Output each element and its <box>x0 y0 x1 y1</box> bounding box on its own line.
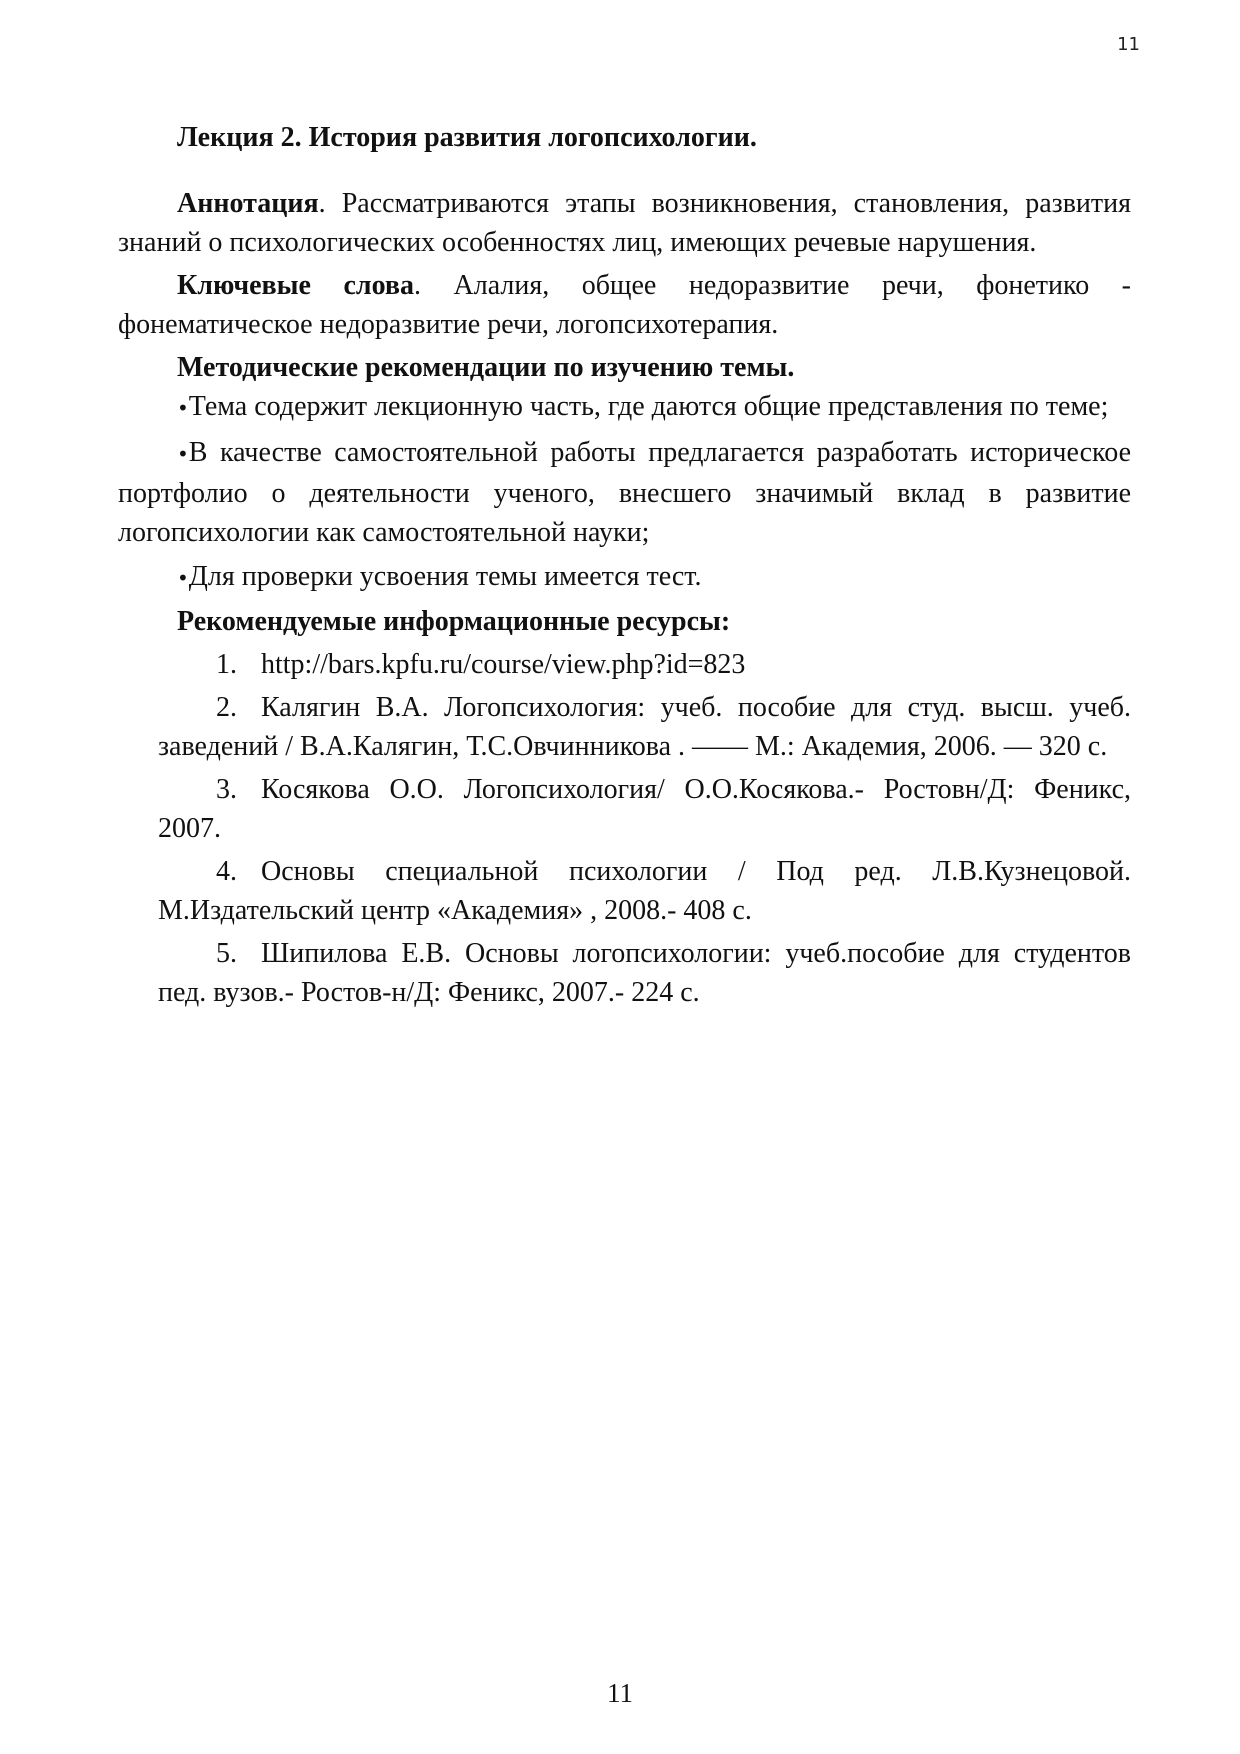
reference-text: Косякова О.О. Логопсихология/ О.О.Косякова.- Ростовн/Д: Феникс, 2007. <box>158 774 1131 844</box>
bullet-item <box>118 557 1131 598</box>
page-number-footer: 11 <box>607 1678 633 1708</box>
keywords-paragraph <box>118 266 1131 344</box>
bullet-item <box>118 433 1131 552</box>
keywords-text: . Алалия, общее недоразвитие речи, фонетико - фонематическое недоразвитие речи, логопсихотерапия. <box>118 270 1131 340</box>
reference-number: 4. <box>216 856 237 887</box>
references-list <box>158 645 1131 1012</box>
reference-item <box>158 688 1131 766</box>
reference-link[interactable]: http://bars.kpfu.ru/course/view.php?id=823 <box>261 649 746 680</box>
bullet-text: Тема содержит лекционную часть, где даются общие представления по теме; <box>188 391 1109 422</box>
reference-text: Калягин В.А. Логопсихология: учеб. пособие для студ. высш. учеб. заведений / В.А.Калягин, Т.С.Овчинникова . —— М.: Академия, 2006. — 320 с. <box>158 692 1131 762</box>
bullet-item <box>118 387 1131 428</box>
reference-item <box>158 852 1131 930</box>
reference-item <box>158 934 1131 1012</box>
annotation-text: . Рассматриваются этапы возникновения, становления, развития знаний о психологических особенностях лиц, имеющих речевые нарушения. <box>118 188 1131 258</box>
bullet-icon: • <box>177 566 189 590</box>
methodical-heading: Методические рекомендации по изучению темы. <box>177 352 795 383</box>
reference-text: Шипилова Е.В. Основы логопсихологии: учеб.пособие для студентов пед. вузов.- Ростов-н/Д: Феникс, 2007.- 224 с. <box>158 938 1131 1008</box>
reference-number: 2. <box>216 692 237 723</box>
reference-number: 3. <box>216 774 237 805</box>
reference-item <box>158 770 1131 848</box>
bullet-icon: • <box>177 396 189 420</box>
reference-item <box>158 645 1131 684</box>
document-body <box>118 118 1131 1012</box>
reference-text: Основы специальной психологии / Под ред. Л.В.Кузнецовой. М.Издательский центр «Академия» , 2008.- 408 с. <box>158 856 1131 926</box>
bullet-icon: • <box>177 442 189 466</box>
bullet-text: В качестве самостоятельной работы предлагается разработать историческое портфолио о деятельности ученого, внесшего значимый вклад в развитие логопсихологии как самостоятельной науки; <box>118 437 1131 548</box>
annotation-label: Аннотация <box>177 188 319 219</box>
reference-number: 1. <box>216 649 237 680</box>
annotation-paragraph <box>118 184 1131 262</box>
page-number-header: 11 <box>1117 34 1140 55</box>
keywords-label: Ключевые слова <box>177 270 415 301</box>
reference-number: 5. <box>216 938 237 969</box>
lecture-title: Лекция 2. История развития логопсихологии. <box>177 122 757 153</box>
resources-heading: Рекомендуемые информационные ресурсы: <box>177 606 731 637</box>
bullet-text: Для проверки усвоения темы имеется тест. <box>188 561 702 592</box>
